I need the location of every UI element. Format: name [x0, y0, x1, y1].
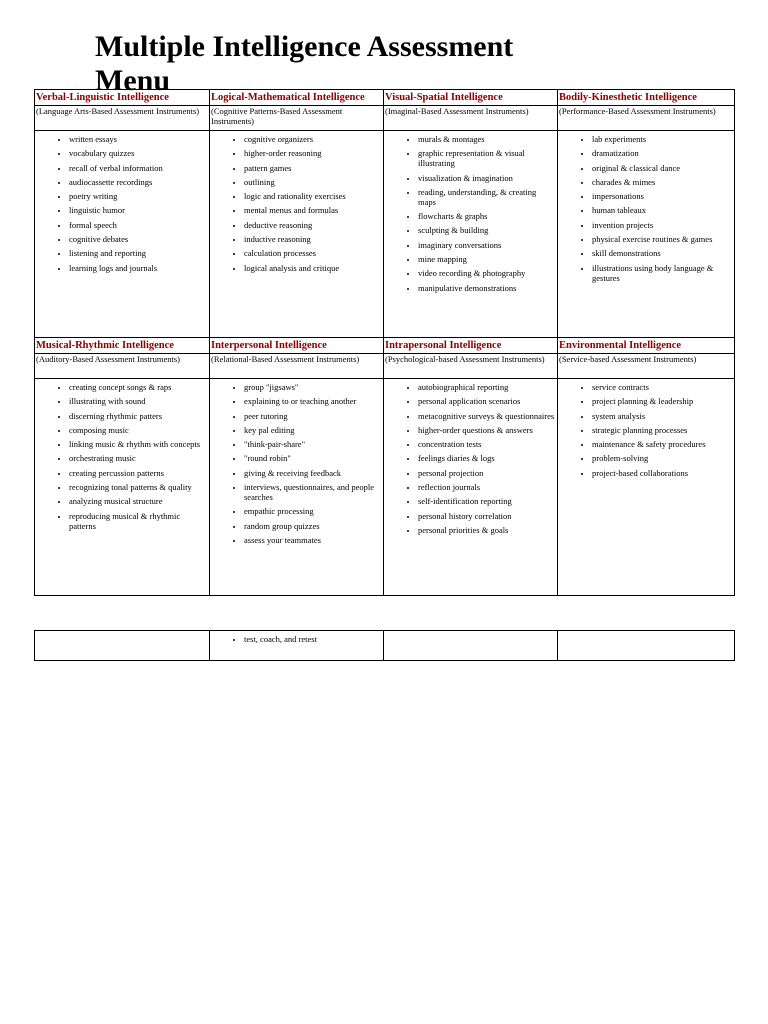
heading-row-2	[35, 338, 735, 354]
list-item: • autobiographical reporting	[418, 382, 557, 392]
items-row-2	[35, 379, 735, 596]
assessment-menu-table	[34, 89, 735, 596]
list-item: • flowcharts & graphs	[418, 211, 557, 221]
cell-heading: Visual-Spatial Intelligence	[384, 90, 558, 106]
list-item: • peer tutoring	[244, 411, 383, 421]
list-item: • "round robin"	[244, 453, 383, 463]
list-item: • formal speech	[69, 220, 209, 230]
item-list	[385, 134, 557, 293]
subheading-row-1	[35, 106, 735, 131]
list-item: • system analysis	[592, 411, 734, 421]
list-item: • reproducing musical & rhythmic patterns	[69, 511, 209, 531]
list-item: • test, coach, and retest	[244, 634, 383, 644]
list-item: • written essays	[69, 134, 209, 144]
list-item: • physical exercise routines & games	[592, 234, 734, 244]
list-item: • strategic planning processes	[592, 425, 734, 435]
list-item: • vocabulary quizzes	[69, 148, 209, 158]
list-item: • impersonations	[592, 191, 734, 201]
list-item: • key pal editing	[244, 425, 383, 435]
cell-subheading: (Performance-Based Assessment Instruments)	[558, 106, 735, 131]
list-item: • composing music	[69, 425, 209, 435]
cell-items	[210, 131, 384, 338]
list-item: • higher-order reasoning	[244, 148, 383, 158]
list-item: • outlining	[244, 177, 383, 187]
list-item: • personal application scenarios	[418, 396, 557, 406]
list-item: • skill demonstrations	[592, 248, 734, 258]
list-item: • mine mapping	[418, 254, 557, 264]
cell-subheading: (Language Arts-Based Assessment Instruments)	[35, 106, 210, 131]
cell-items	[210, 379, 384, 596]
list-item: • learning logs and journals	[69, 263, 209, 273]
list-item: • personal priorities & goals	[418, 525, 557, 535]
list-item: • personal history correlation	[418, 511, 557, 521]
cell-items	[384, 131, 558, 338]
continuation-table	[34, 630, 735, 661]
item-list	[559, 134, 734, 283]
item-list	[211, 382, 383, 545]
item-list	[211, 134, 383, 273]
cell-heading: Logical-Mathematical Intelligence	[210, 90, 384, 106]
list-item: • cognitive organizers	[244, 134, 383, 144]
list-item: • linking music & rhythm with concepts	[69, 439, 209, 449]
cell-items	[384, 379, 558, 596]
list-item: • personal projection	[418, 468, 557, 478]
list-item: • higher-order questions & answers	[418, 425, 557, 435]
cell-heading: Bodily-Kinesthetic Intelligence	[558, 90, 735, 106]
cell-subheading: (Imaginal-Based Assessment Instruments)	[384, 106, 558, 131]
item-list	[211, 634, 383, 644]
list-item: • audiocassette recordings	[69, 177, 209, 187]
cell-items	[558, 131, 735, 338]
continuation-row	[35, 631, 735, 661]
list-item: • assess your teammates	[244, 535, 383, 545]
item-list	[36, 382, 209, 531]
list-item: • analyzing musical structure	[69, 496, 209, 506]
list-item: • visualization & imagination	[418, 173, 557, 183]
list-item: • interviews, questionnaires, and people searches	[244, 482, 383, 502]
list-item: • human tableaux	[592, 205, 734, 215]
cell-heading: Musical-Rhythmic Intelligence	[35, 338, 210, 354]
list-item: • recall of verbal information	[69, 163, 209, 173]
cell-items	[35, 631, 210, 661]
list-item: • "think-pair-share"	[244, 439, 383, 449]
list-item: • maintenance & safety procedures	[592, 439, 734, 449]
list-item: • inductive reasoning	[244, 234, 383, 244]
cell-heading: Environmental Intelligence	[558, 338, 735, 354]
list-item: • logic and rationality exercises	[244, 191, 383, 201]
list-item: • sculpting & building	[418, 225, 557, 235]
cell-subheading: (Auditory-Based Assessment Instruments)	[35, 354, 210, 379]
list-item: • giving & receiving feedback	[244, 468, 383, 478]
list-item: • illustrations using body language & gestures	[592, 263, 734, 283]
page-title: Multiple Intelligence Assessment Menu	[95, 30, 514, 97]
list-item: • reflection journals	[418, 482, 557, 492]
cell-subheading: (Cognitive Patterns-Based Assessment Instruments)	[210, 106, 384, 131]
cell-items	[558, 379, 735, 596]
list-item: • imaginary conversations	[418, 240, 557, 250]
list-item: • listening and reporting	[69, 248, 209, 258]
list-item: • deductive reasoning	[244, 220, 383, 230]
cell-subheading: (Service-based Assessment Instruments)	[558, 354, 735, 379]
cell-items	[558, 631, 735, 661]
list-item: • concentration tests	[418, 439, 557, 449]
list-item: • creating percussion patterns	[69, 468, 209, 478]
cell-items	[35, 131, 210, 338]
cell-items	[210, 631, 384, 661]
list-item: • dramatization	[592, 148, 734, 158]
list-item: • manipulative demonstrations	[418, 283, 557, 293]
list-item: • mental menus and formulas	[244, 205, 383, 215]
list-item: • graphic representation & visual illustrating	[418, 148, 557, 168]
list-item: • invention projects	[592, 220, 734, 230]
list-item: • metacognitive surveys & questionnaires	[418, 411, 557, 421]
list-item: • charades & mimes	[592, 177, 734, 187]
list-item: • recognizing tonal patterns & quality	[69, 482, 209, 492]
list-item: • calculation processes	[244, 248, 383, 258]
item-list	[36, 134, 209, 273]
cell-heading: Verbal-Linguistic Intelligence	[35, 90, 210, 106]
list-item: • group "jigsaws"	[244, 382, 383, 392]
list-item: • pattern games	[244, 163, 383, 173]
list-item: • video recording & photography	[418, 268, 557, 278]
list-item: • random group quizzes	[244, 521, 383, 531]
list-item: • self-identification reporting	[418, 496, 557, 506]
list-item: • problem-solving	[592, 453, 734, 463]
list-item: • project-based collaborations	[592, 468, 734, 478]
list-item: • empathic processing	[244, 506, 383, 516]
list-item: • original & classical dance	[592, 163, 734, 173]
cell-subheading: (Relational-Based Assessment Instruments)	[210, 354, 384, 379]
list-item: • feelings diaries & logs	[418, 453, 557, 463]
list-item: • discerning rhythmic patters	[69, 411, 209, 421]
list-item: • creating concept songs & raps	[69, 382, 209, 392]
list-item: • illustrating with sound	[69, 396, 209, 406]
list-item: • service contracts	[592, 382, 734, 392]
list-item: • explaining to or teaching another	[244, 396, 383, 406]
list-item: • reading, understanding, & creating maps	[418, 187, 557, 207]
list-item: • lab experiments	[592, 134, 734, 144]
list-item: • linguistic humor	[69, 205, 209, 215]
subheading-row-2	[35, 354, 735, 379]
cell-heading: Interpersonal Intelligence	[210, 338, 384, 354]
items-row-1	[35, 131, 735, 338]
cell-items	[35, 379, 210, 596]
list-item: • cognitive debates	[69, 234, 209, 244]
list-item: • project planning & leadership	[592, 396, 734, 406]
item-list	[559, 382, 734, 478]
cell-heading: Intrapersonal Intelligence	[384, 338, 558, 354]
cell-items	[384, 631, 558, 661]
list-item: • murals & montages	[418, 134, 557, 144]
list-item: • orchestrating music	[69, 453, 209, 463]
item-list	[385, 382, 557, 535]
list-item: • logical analysis and critique	[244, 263, 383, 273]
list-item: • poetry writing	[69, 191, 209, 201]
cell-subheading: (Psychological-based Assessment Instruments)	[384, 354, 558, 379]
